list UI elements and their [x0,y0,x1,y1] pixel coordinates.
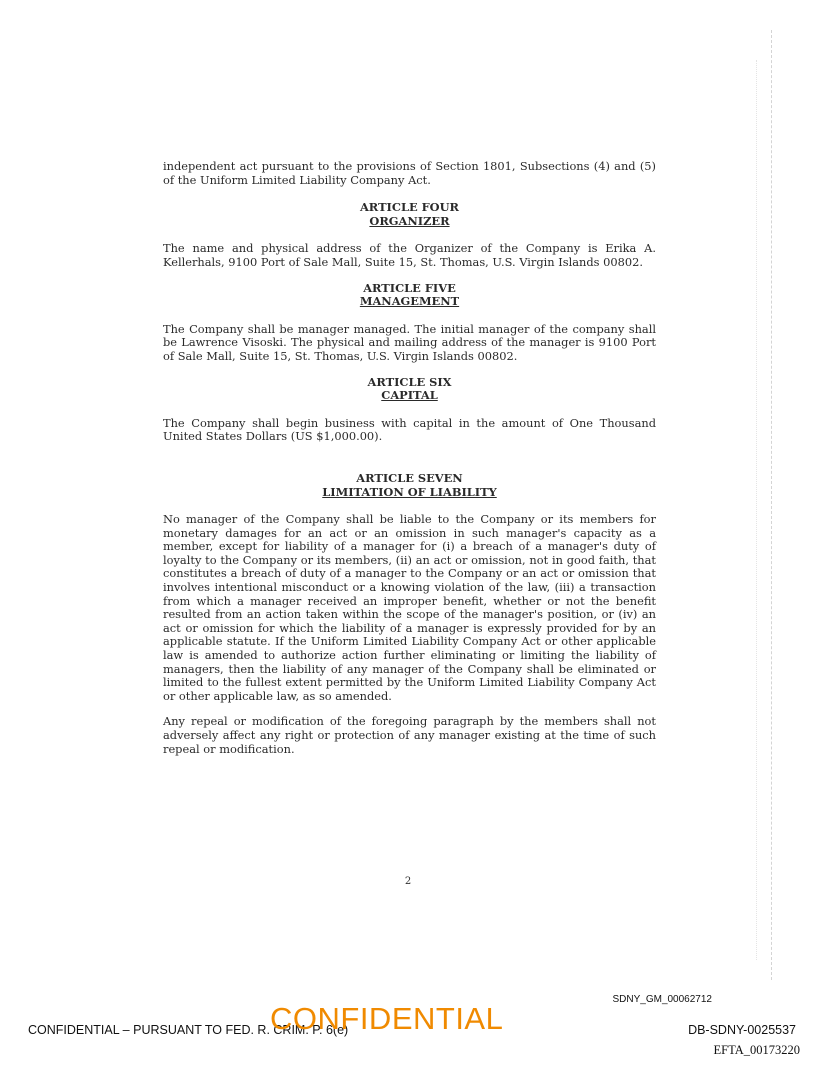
bates-number-db: DB-SDNY-0025537 [688,1023,796,1037]
article-five-subtitle: MANAGEMENT [359,294,460,309]
document-body [163,160,656,768]
article-four-heading [163,201,656,228]
article-five-title: ARTICLE FIVE [363,280,456,295]
article-seven-title: ARTICLE SEVEN [356,470,463,485]
confidential-notice: CONFIDENTIAL – PURSUANT TO FED. R. CRIM. P. 6(e) [28,1023,349,1037]
article-four-paragraph: The name and physical address of the Organizer of the Company is Erika A. Kellerhals, 9100 Port of Sale Mall, Suite 15, St. Thomas, U.S. Virgin Islands 00802. [163,241,656,269]
article-seven-paragraph-1: No manager of the Company shall be liable to the Company or its members for monetary damages for an act or an omission in such manager's capacity as a member, except for liability of a manager for (i) a breach of a manager's duty of loyalty to the Company or its members, (ii) an act or omission, not in good faith, that constitutes a breach of duty of a manager to the Company or an act or omission that involves intentional misconduct or a knowing violation of the law, (iii) a transaction from which a manager received an improper benefit, whether or not the benefit resulted from an action taken within the scope of the manager's position, or (iv) an act or omission for which the liability of a manager is expressly provided for by an applicable statute. If the Uniform Limited Liability Company Act or other applicable law is amended to authorize action further eliminating or limiting the liability of managers, then the liability of any manager of the Company shall be eliminated or limited to the fullest extent permitted by the Uniform Limited Liability Company Act or other applicable law, as so amended. [163,512,656,703]
scan-edge-line-inner [756,60,758,960]
article-five-heading [163,282,656,309]
article-six-subtitle: CAPITAL [381,388,438,403]
article-seven-heading [163,472,656,499]
article-six-paragraph: The Company shall begin business with capital in the amount of One Thousand United States Dollars (US $1,000.00). [163,415,656,444]
bates-number-gm: SDNY_GM_00062712 [612,994,712,1005]
article-four-title: ARTICLE FOUR [359,200,460,215]
article-seven-subtitle: LIMITATION OF LIABILITY [322,484,497,499]
confidential-stamp: CONFIDENTIAL [270,1001,504,1036]
article-six-title: ARTICLE SIX [367,374,452,389]
intro-paragraph: independent act pursuant to the provisions of Section 1801, Subsections (4) and (5) of the Uniform Limited Liability Company Act. [163,159,656,187]
article-six-heading [163,376,656,403]
efta-number: EFTA_00173220 [713,1043,800,1057]
article-four-subtitle: ORGANIZER [369,213,450,228]
scan-edge-line [771,30,773,980]
article-five-paragraph: The Company shall be manager managed. The initial manager of the company shall be Lawrence Visoski. The physical and mailing address of the manager is 9100 Port of Sale Mall, Suite 15, St. Thomas, U.S. Virgin Islands 00802. [163,321,656,363]
page-number: 2 [404,876,412,887]
article-seven-paragraph-2: Any repeal or modification of the foregoing paragraph by the members shall not adversely affect any right or protection of any manager existing at the time of such repeal or modification. [163,714,656,756]
